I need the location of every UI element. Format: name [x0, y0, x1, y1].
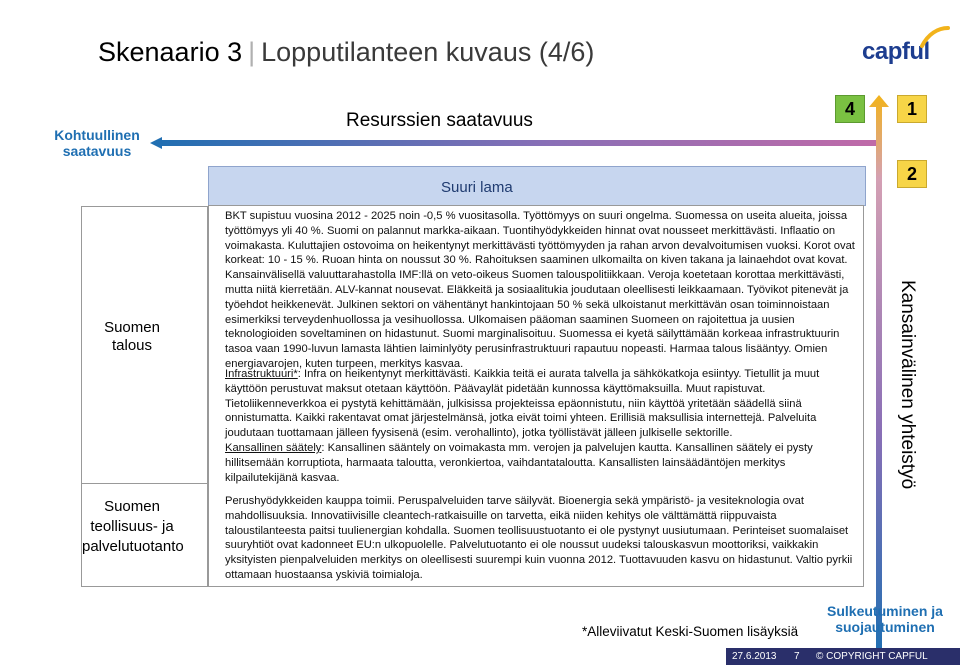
quadrant-4-box: 4: [835, 95, 865, 123]
row-divider: [82, 483, 207, 484]
axis-right-label-container: [890, 280, 920, 500]
regulation-text: : Kansallinen sääntely on voimakasta mm. verojen ja palvelujen kautta. Kansallinen säätely ei pysty hillitsemään korruptiota, harmaata taloutta, veronkiertoa, vaihdantataloutta. Kansallisten lainsäädäntöjen merkitys kilpailutekijänä kasvaa.: [225, 442, 813, 484]
paragraph-infrastructure: [225, 367, 855, 441]
quadrant-2-box: 2: [897, 160, 927, 188]
row-label-suomen-talous: Suomen talous: [104, 319, 160, 354]
horizontal-axis-arrow-icon: [150, 137, 880, 149]
row-label-suomen-teollisuus: Suomen teollisuus- ja palvelutuotanto: [82, 498, 184, 555]
logo-text: capful: [862, 38, 930, 65]
axis-bottom-right-label: Sulkeutuminen ja suojautuminen: [827, 603, 943, 635]
axis-top-label: Resurssien saatavuus: [346, 110, 533, 131]
scenario-header-text: Suuri lama: [441, 179, 513, 196]
vertical-axis-arrow-icon: [867, 95, 891, 655]
paragraph-industry: Perushyödykkeiden kauppa toimii. Peruspalveluiden tarve säilyvät. Bioenergia sekä ympäristö- ja vesiteknologia ovat mahdollisuuksia. Innovatiivisille cleantech-ratkaisuille on tarvetta, eikä niiden kehitys ole välttämättä riippuvaista taloustilanteesta paitsi tuulienergian kohdalla. Suomen teollisuustuotanto ei ole pystynyt uusiutumaan. Perinteiset suomalaiset suuryhtiöt ovat kadonneet EU:n ulkopuolelle. Palvelutuotanto ei ole noussut uudeksi talouskasvun moottoriksi, vaikkakin yksityisten pienpalveluiden merkitys on oleellisesti suurempi kuin vuonna 2012. Tuottavuuden kasvu on hidastunut. Valtio pyrkii ottamaan huostaansa yskiviä toimialoja.: [225, 495, 853, 581]
quadrant-1-box: 1: [897, 95, 927, 123]
footer-bar: [726, 648, 960, 665]
title-main: Skenaario 3: [98, 37, 243, 67]
scenario-header: [208, 166, 866, 206]
footer-copyright: © COPYRIGHT CAPFUL: [816, 651, 928, 662]
row-labels-column: [81, 206, 208, 587]
logo-swoosh-icon: [920, 26, 950, 48]
footer-page-number: 7: [794, 651, 800, 662]
paragraph-regulation: [225, 441, 855, 485]
paragraph-economy: BKT supistuu vuosina 2012 - 2025 noin -0,5 % vuositasolla. Työttömyys on suuri ongelma. Suomessa on useita alueita, joissa työttömyys yli 40 %. Suomi on palannut markka-aikaan. Tuontihyödykkeiden hinnat ovat nousseet merkittävästi. Inflaatio on voimakasta. Kuluttajien ostovoima on heikentynyt merkittävästi työttömyyden ja rahan arvon devalvoitumisen vuoksi. Korot ovat korkeat: 10 - 15 %. Ruoan hinta on noussut 30 %. Rahoituksen saaminen ulkomailta on kiven takana ja lainaehdot ovat kovat. Kansainvälisellä valuuttarahastolla IMF:llä on veto-oikeus Suomen talouspolitiikkaan. Veroja koetetaan korottaa merkittävästi, mutta niitä kierretään. ALV-kannat nousevat. Eläkkeitä ja sosiaalitukia joudutaan oleellisesti leikkaamaan. Työvikot pitenevät ja työehdot heikkenevät. Julkinen sektori on vähentänyt hankintojaan 50 % sekä ulkoistanut merkittävän osan toiminnoistaan esimerkiksi terveydenhuollossa ja vesihuollossa. Ulkomaisen pääoman saaminen Suomeen on rajoitettua ja uusien teknologioiden soveltaminen on hidastunut. Suomi marginalisoituu. Suomessa ei kyetä säilyttämään korkeaa infrastruktuurin tasoa vaan 1990-luvun lamasta lähtien laiminlyöty perusinfrastruktuuri rapautuu nopeasti. Harmaa talous lisääntyy. Omien energiavarojen, kuten turpeen, merkitys kasvaa.: [225, 210, 855, 370]
footer-date: 27.6.2013: [732, 651, 777, 662]
scenario-content: [208, 205, 864, 587]
regulation-label: Kansallinen säätely: [225, 442, 322, 454]
footnote: *Alleviivatut Keski-Suomen lisäyksiä: [582, 624, 799, 639]
axis-right-label: Kansainvälinen yhteistyö: [897, 280, 918, 490]
infrastructure-text: : Infra on heikentynyt merkittävästi. Kaikkia teitä ei aurata talvella ja sähkökatkoja esiintyy. Tietullit ja muut käyttöön perustuvat maksut otetaan käyttöön. Päävaylät pidetään kunnossa käyttömaksuilla. Muut rapistuvat. Tietoliikenneverkkoa ei pystytä kehittämään, julkisissa projekteissa epäonnistutu, niin käyttöä yritetään säädellä siinä onnistumatta. Kaikki rakentavat omat järjestelmänsä, jotka eivät toimi yhteen. Erillisiä maksullisia internettejä. Palveluita joudutaan tuottamaan jälleen fyysisenä (esim. verohallinto), jotka työllistävät jälleen julkiselle sektorille.: [225, 368, 820, 440]
axis-left-top-label: Kohtuullinen saatavuus: [54, 127, 140, 159]
capful-logo: [862, 26, 952, 72]
title-separator: |: [248, 37, 256, 67]
infrastructure-label: Infrastruktuuri*: [225, 368, 298, 380]
title-subtitle: Lopputilanteen kuvaus (4/6): [261, 37, 595, 67]
page-title: [98, 37, 594, 68]
axis-top-header: [210, 105, 864, 141]
